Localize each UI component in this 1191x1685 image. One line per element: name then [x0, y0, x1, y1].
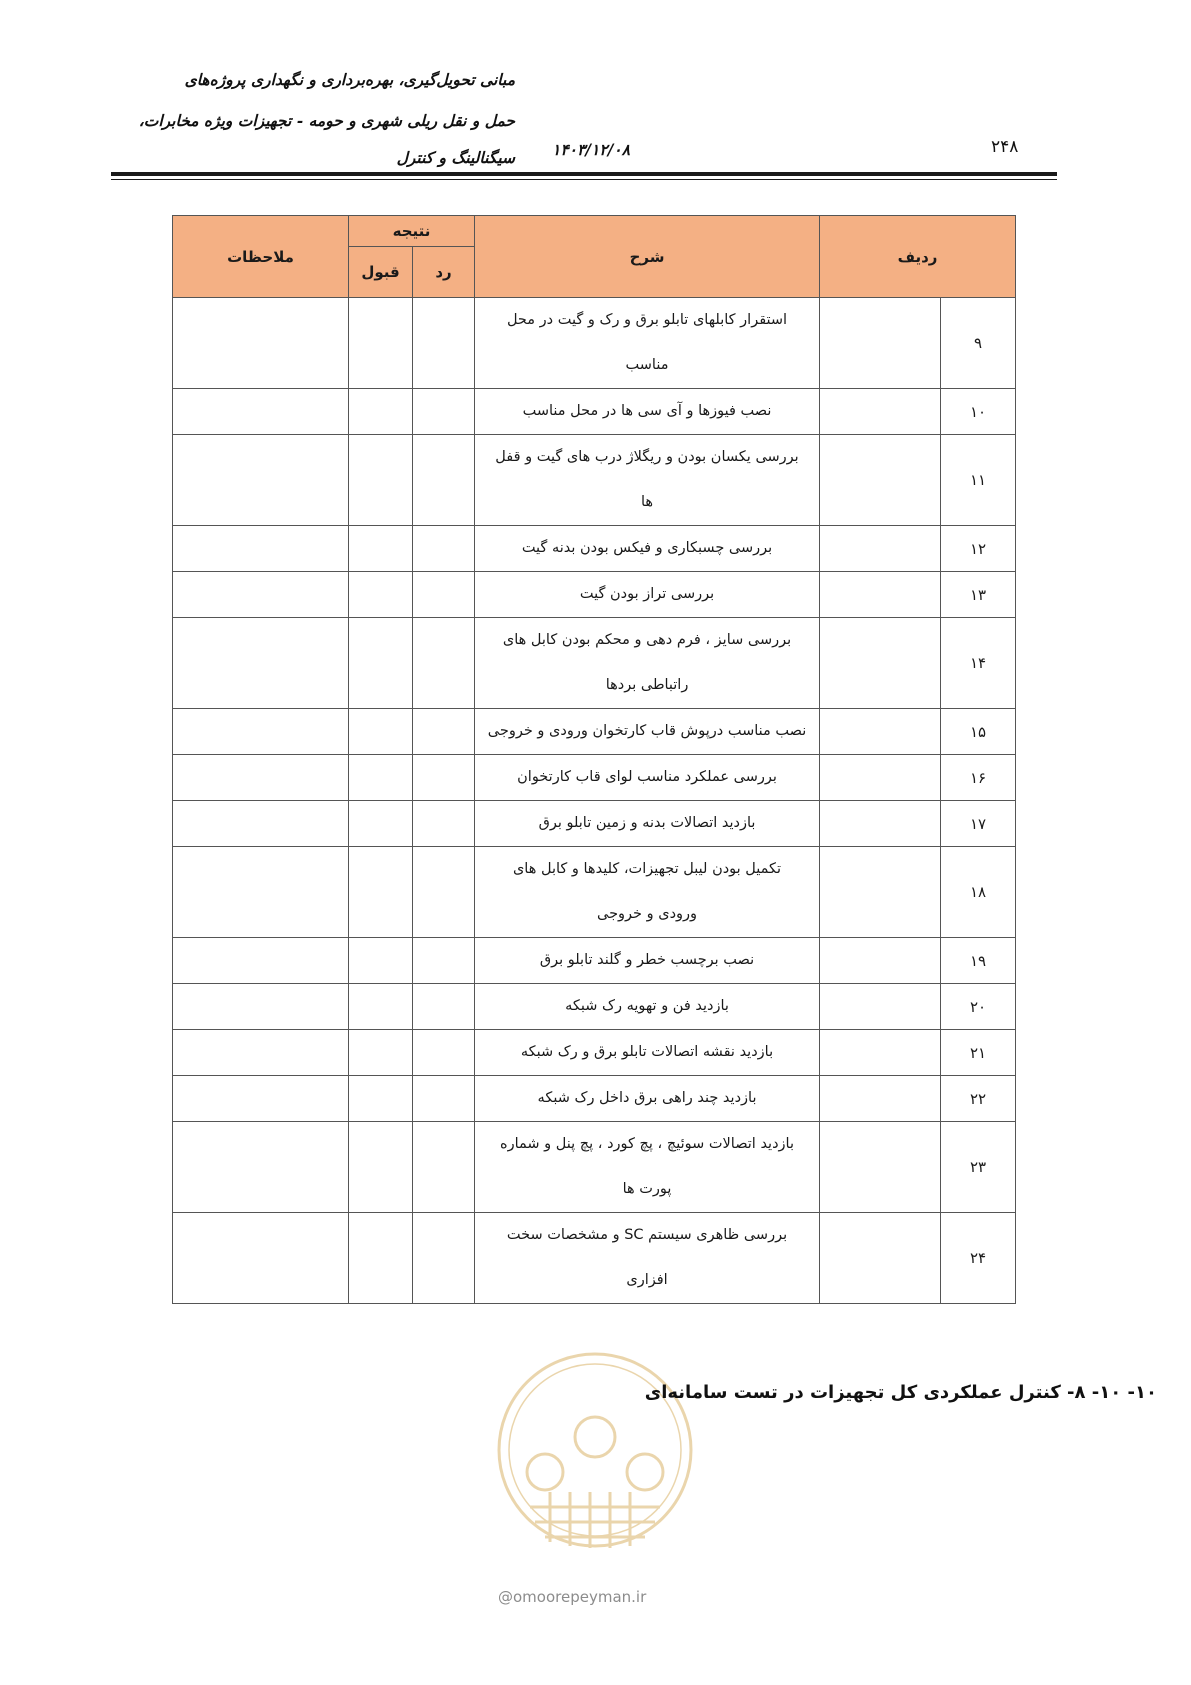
reject-cell: [413, 618, 475, 709]
reject-cell: [413, 984, 475, 1030]
table-row: [173, 618, 1016, 709]
description-line: بازدید اتصالات بدنه و زمین تابلو برق: [538, 815, 756, 831]
remarks-cell: [173, 572, 349, 618]
accept-cell: [349, 526, 413, 572]
description-line: بررسی تراز بودن گیت: [579, 586, 715, 602]
description-cell: [475, 1030, 820, 1076]
reject-cell: [413, 1213, 475, 1304]
remarks-cell: [173, 847, 349, 938]
table-row: [173, 572, 1016, 618]
remarks-cell: [173, 1213, 349, 1304]
table-row: [173, 298, 1016, 389]
page-number: ۲۴۸: [991, 137, 1019, 157]
row-number-cell: ۹: [941, 298, 1016, 389]
row-spacer-cell: [820, 709, 941, 755]
row-number-cell: ۱۱: [941, 435, 1016, 526]
description-cell: [475, 1213, 820, 1304]
reject-cell: [413, 526, 475, 572]
description-cell: [475, 1122, 820, 1213]
row-number-cell: ۲۲: [941, 1076, 1016, 1122]
row-number-cell: ۲۱: [941, 1030, 1016, 1076]
description-line: نصب برچسب خطر و گلند تابلو برق: [539, 952, 755, 968]
row-spacer-cell: [820, 801, 941, 847]
row-spacer-cell: [820, 755, 941, 801]
remarks-cell: [173, 801, 349, 847]
description-line: بررسی یکسان بودن و ریگلاژ درب های گیت و قفل: [495, 449, 799, 465]
description-line: بررسی عملکرد مناسب لوای قاب کارتخوان: [517, 769, 777, 785]
description-cell: [475, 801, 820, 847]
accept-cell: [349, 984, 413, 1030]
accept-cell: [349, 572, 413, 618]
row-spacer-cell: [820, 847, 941, 938]
description-cell: [475, 572, 820, 618]
remarks-cell: [173, 1122, 349, 1213]
row-number-cell: ۲۳: [941, 1122, 1016, 1213]
table-row: [173, 435, 1016, 526]
description-cell: [475, 938, 820, 984]
header-remarks: ملاحظات: [173, 216, 349, 298]
description-cell: [475, 298, 820, 389]
description-cell: [475, 984, 820, 1030]
row-number-cell: ۱۶: [941, 755, 1016, 801]
row-spacer-cell: [820, 1076, 941, 1122]
section-heading: ۱۰- ۱۰- ۸- کنترل عملکردی کل تجهیزات در تست سامانه‌ای: [644, 1382, 1157, 1403]
table-row: [173, 847, 1016, 938]
description-line: نصب فیوزها و آی سی ها در محل مناسب: [522, 403, 772, 419]
description-line: افزاری: [626, 1272, 668, 1288]
description-line: مناسب: [625, 357, 669, 373]
row-spacer-cell: [820, 1122, 941, 1213]
row-spacer-cell: [820, 526, 941, 572]
row-number-cell: ۱۴: [941, 618, 1016, 709]
description-line: نصب مناسب درپوش قاب کارتخوان ورودی و خروجی: [487, 723, 807, 739]
description-cell: [475, 526, 820, 572]
row-spacer-cell: [820, 389, 941, 435]
reject-cell: [413, 435, 475, 526]
description-line: راتباطی بردها: [605, 677, 689, 693]
row-number-cell: ۱۷: [941, 801, 1016, 847]
description-line: ها: [640, 494, 654, 510]
remarks-cell: [173, 526, 349, 572]
row-spacer-cell: [820, 298, 941, 389]
row-number-cell: ۱۰: [941, 389, 1016, 435]
remarks-cell: [173, 755, 349, 801]
reject-cell: [413, 847, 475, 938]
remarks-cell: [173, 298, 349, 389]
reject-cell: [413, 389, 475, 435]
table-row: [173, 984, 1016, 1030]
row-spacer-cell: [820, 435, 941, 526]
description-cell: [475, 709, 820, 755]
reject-cell: [413, 572, 475, 618]
description-line: بازدید اتصالات سوئیچ ، پچ کورد ، پچ پنل و شماره: [500, 1136, 795, 1152]
header-result: نتیجه: [349, 216, 475, 247]
accept-cell: [349, 938, 413, 984]
reject-cell: [413, 709, 475, 755]
description-cell: [475, 435, 820, 526]
description-line: استقرار کابلهای تابلو برق و رک و گیت در محل: [506, 312, 788, 328]
remarks-cell: [173, 709, 349, 755]
remarks-cell: [173, 938, 349, 984]
description-line: تکمیل بودن لیبل تجهیزات، کلیدها و کابل های: [512, 861, 782, 877]
description-cell: [475, 847, 820, 938]
accept-cell: [349, 1213, 413, 1304]
row-number-cell: ۱۵: [941, 709, 1016, 755]
header-title-line-3: سیگنالینگ و کنترل: [396, 148, 515, 167]
accept-cell: [349, 1076, 413, 1122]
header-accept: قبول: [349, 247, 413, 298]
accept-cell: [349, 709, 413, 755]
row-number-cell: ۱۲: [941, 526, 1016, 572]
description-line: بررسی سایز ، فرم دهی و محکم بودن کابل های: [502, 632, 792, 648]
row-number-cell: ۱۳: [941, 572, 1016, 618]
description-cell: [475, 755, 820, 801]
description-cell: [475, 389, 820, 435]
header-rule-thick: [111, 172, 1057, 176]
header-title-line-2: حمل و نقل ریلی شهری و حومه - تجهیزات ویژه مخابرات،: [138, 111, 515, 130]
header-description: شرح: [475, 216, 820, 298]
reject-cell: [413, 1030, 475, 1076]
table-row: [173, 938, 1016, 984]
inspection-table: [172, 215, 1016, 1304]
reject-cell: [413, 298, 475, 389]
watermark-url: @omoorepeyman.ir: [498, 1588, 647, 1606]
accept-cell: [349, 801, 413, 847]
description-line: بررسی چسبکاری و فیکس بودن بدنه گیت: [521, 540, 773, 556]
accept-cell: [349, 847, 413, 938]
row-spacer-cell: [820, 984, 941, 1030]
table-row: [173, 389, 1016, 435]
row-number-cell: ۲۴: [941, 1213, 1016, 1304]
reject-cell: [413, 938, 475, 984]
remarks-cell: [173, 984, 349, 1030]
description-line: بازدید فن و تهویه رک شبکه: [565, 998, 729, 1014]
row-number-cell: ۱۹: [941, 938, 1016, 984]
description-line: بررسی ظاهری سیستم SC و مشخصات سخت: [506, 1227, 788, 1243]
description-line: بازدید نقشه اتصالات تابلو برق و رک شبکه: [520, 1044, 774, 1060]
table-row: [173, 526, 1016, 572]
remarks-cell: [173, 435, 349, 526]
table-row: [173, 1122, 1016, 1213]
remarks-cell: [173, 1030, 349, 1076]
header-rule-thin: [111, 179, 1057, 180]
description-line: بازدید چند راهی برق داخل رک شبکه: [537, 1090, 757, 1106]
row-spacer-cell: [820, 1030, 941, 1076]
accept-cell: [349, 755, 413, 801]
accept-cell: [349, 1122, 413, 1213]
header-date: ۱۴۰۳/۱۲/۰۸: [552, 140, 630, 159]
row-spacer-cell: [820, 572, 941, 618]
description-cell: [475, 1076, 820, 1122]
accept-cell: [349, 1030, 413, 1076]
reject-cell: [413, 755, 475, 801]
row-spacer-cell: [820, 1213, 941, 1304]
description-cell: [475, 618, 820, 709]
accept-cell: [349, 435, 413, 526]
remarks-cell: [173, 618, 349, 709]
header-title-line-1: مبانی تحویل‌گیری، بهره‌برداری و نگهداری پروژه‌های: [184, 70, 515, 89]
reject-cell: [413, 1122, 475, 1213]
row-number-cell: ۱۸: [941, 847, 1016, 938]
accept-cell: [349, 618, 413, 709]
row-spacer-cell: [820, 938, 941, 984]
header-row: ردیف: [820, 216, 1016, 298]
description-line: پورت ها: [622, 1181, 672, 1197]
reject-cell: [413, 801, 475, 847]
header-reject: رد: [413, 247, 475, 298]
row-spacer-cell: [820, 618, 941, 709]
table-row: [173, 755, 1016, 801]
accept-cell: [349, 298, 413, 389]
row-number-cell: ۲۰: [941, 984, 1016, 1030]
table-row: [173, 1030, 1016, 1076]
remarks-cell: [173, 389, 349, 435]
table-row: [173, 1076, 1016, 1122]
reject-cell: [413, 1076, 475, 1122]
remarks-cell: [173, 1076, 349, 1122]
description-line: ورودی و خروجی: [596, 906, 698, 922]
table-row: [173, 709, 1016, 755]
watermark-logo: [490, 1332, 700, 1582]
table-row: [173, 1213, 1016, 1304]
accept-cell: [349, 389, 413, 435]
table-row: [173, 801, 1016, 847]
